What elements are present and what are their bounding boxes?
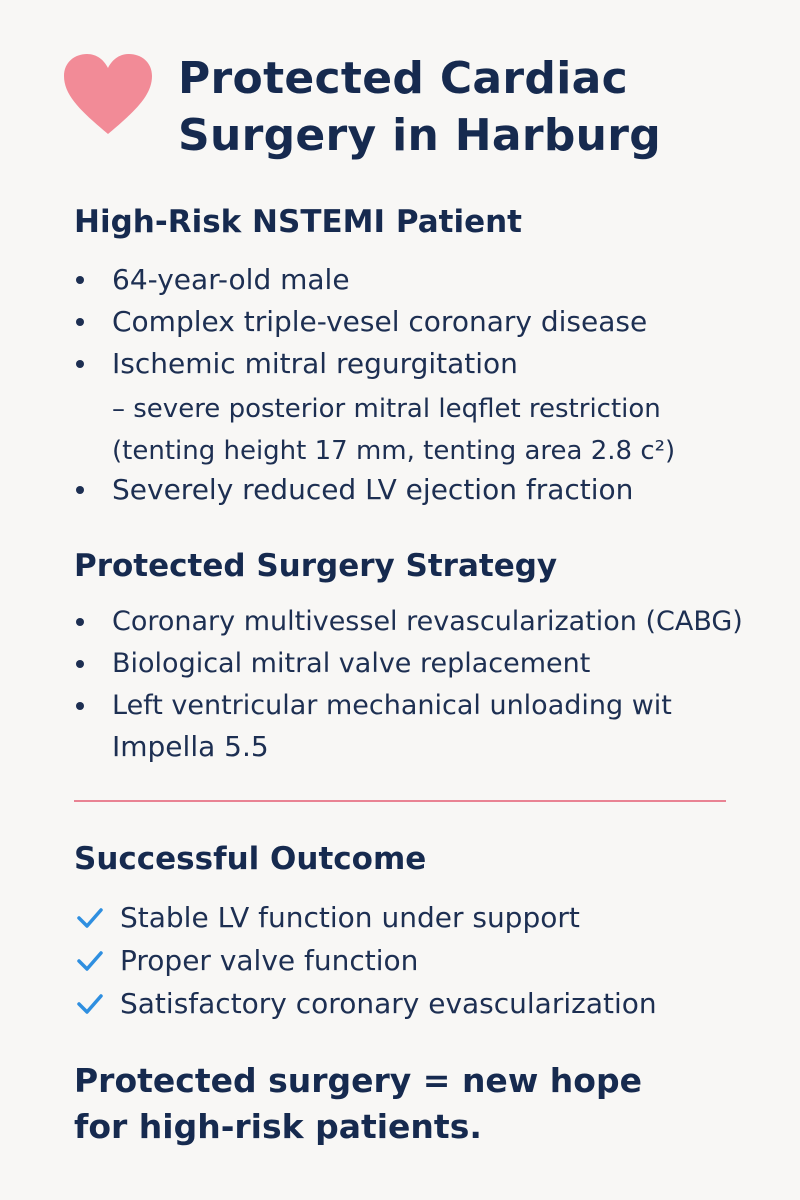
outcome-list xyxy=(74,896,657,1025)
list-item: Stable LV function under support xyxy=(74,896,657,939)
patient-list-continued xyxy=(74,469,633,511)
list-item: 64-year-old male xyxy=(74,259,647,301)
list-item: Satisfactory coronary evascularization xyxy=(74,982,657,1025)
bullet-icon xyxy=(76,702,84,710)
mitral-detail-line-1: – severe posterior mitral leqflet restriction xyxy=(112,394,661,424)
list-item: Proper valve function xyxy=(74,939,657,982)
list-item: Biological mitral valve replacement xyxy=(74,643,743,685)
bullet-icon xyxy=(76,486,84,494)
mitral-detail-line-2: (tenting height 17 mm, tenting area 2.8 c²) xyxy=(112,436,676,466)
list-item: Complex triple-vesel coronary disease xyxy=(74,301,647,343)
list-item: Severely reduced LV ejection fraction xyxy=(74,469,633,511)
bullet-icon xyxy=(76,360,84,368)
bullet-icon xyxy=(76,276,84,284)
tagline xyxy=(74,1058,642,1150)
check-icon xyxy=(76,949,104,973)
heart-icon xyxy=(62,52,154,138)
list-item: Ischemic mitral regurgitation xyxy=(74,343,647,385)
patient-list xyxy=(74,259,647,385)
list-item: Coronary multivessel revascularization (CABG) xyxy=(74,601,743,643)
strategy-list xyxy=(74,601,743,727)
check-icon xyxy=(76,906,104,930)
patient-heading: High-Risk NSTEMI Patient xyxy=(74,204,522,240)
list-item: Left ventricular mechanical unloading wit xyxy=(74,685,743,727)
strategy-heading: Protected Surgery Strategy xyxy=(74,548,558,584)
tagline-line-1: Protected surgery = new hope xyxy=(74,1061,642,1100)
tagline-line-2: for high-risk patients. xyxy=(74,1107,482,1146)
title-line-2: Surgery in Harburg xyxy=(178,110,662,161)
bullet-icon xyxy=(76,660,84,668)
page-title xyxy=(178,50,661,164)
bullet-icon xyxy=(76,618,84,626)
bullet-icon xyxy=(76,318,84,326)
title-line-1: Protected Cardiac xyxy=(178,53,628,104)
check-icon xyxy=(76,992,104,1016)
section-divider xyxy=(74,800,726,802)
outcome-heading: Successful Outcome xyxy=(74,841,427,877)
impella-line: Impella 5.5 xyxy=(112,730,269,763)
